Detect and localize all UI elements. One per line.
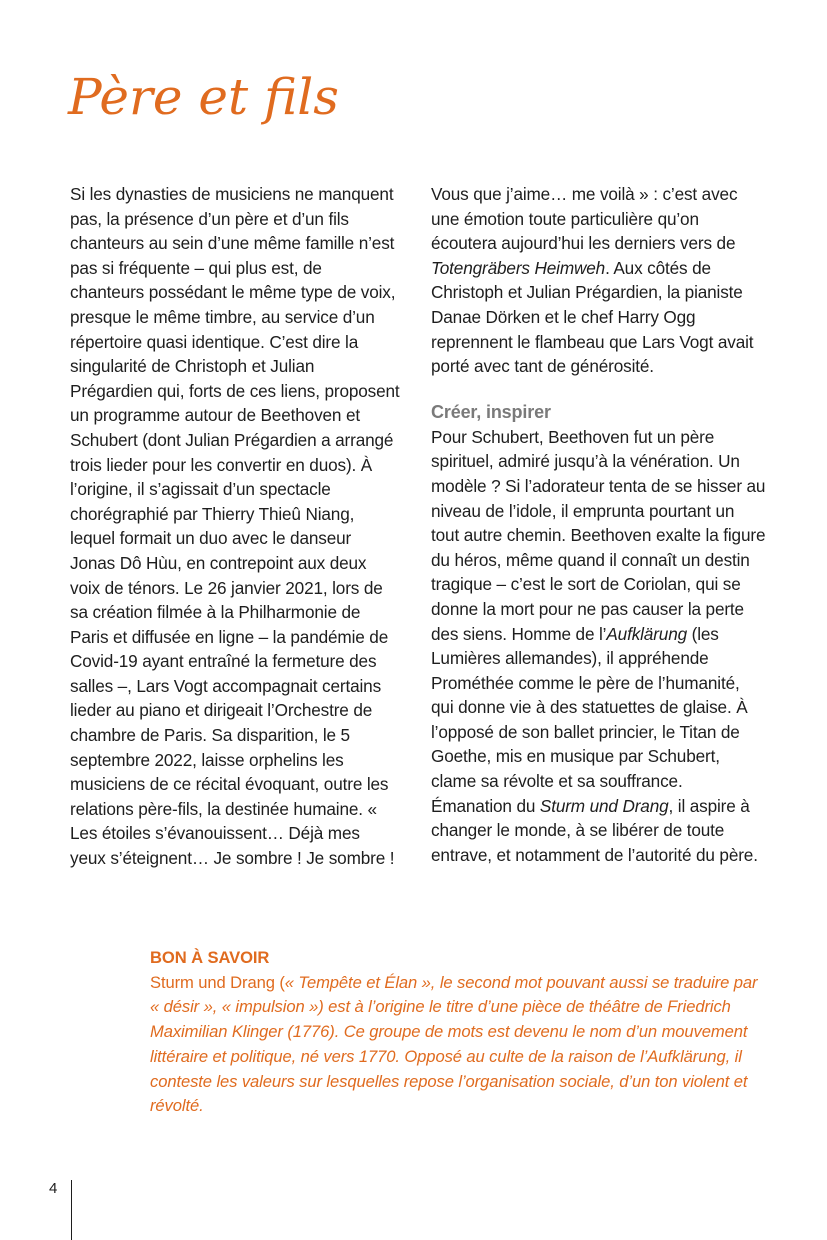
text-run: Vous que j’aime… me voilà » : c’est avec une émotion toute particulière qu’on écoutera aujourd’hui les derniers vers de bbox=[431, 184, 738, 254]
work-title: Totengräbers Heimweh bbox=[431, 257, 606, 278]
info-box bbox=[150, 946, 770, 1119]
text-run: Pour Schubert, Beethoven fut un père spirituel, admiré jusqu’à la vénération. Un modèle ? Si l’adorateur tenta de se hisser au niveau de l’idole, il emprunta pourtant un tout autre chemin. Beethoven exalte la figure du héros, même quand il connaît un destin tragique – c’est le sort de Coriolan, qui se donne la mort pour ne pas causer la perte des siens. Homme de l’ bbox=[431, 426, 766, 644]
emphasis-term: Aufklärung bbox=[606, 623, 688, 644]
body-paragraph: Si les dynasties de musiciens ne manquent pas, la présence d’un père et d’un fils chanteurs au sein d’une même famille n’est pas si fréquente – qui plus est, de chanteurs possédant le même type de voix, presque le même timbre, au service d’un répertoire quasi identique. C’est dire la singularité de Christoph et Julian Prégardien qui, forts de ces liens, proposent un programme autour de Beethoven et Schubert (dont Julian Prégardien a arrangé trois lieder pour les convertir en duos). À l’origine, il s’agissait d’un spectacle chorégraphié par Thierry Thieû Niang, lequel formait un duo avec le danseur Jonas Dô Hùu, en contrepoint aux deux voix de ténors. Le 26 janvier 2021, lors de sa création filmée à la Philharmonie de Paris et diffusée en ligne – la pandémie de Covid-19 ayant entraîné la fermeture des salles –, Lars Vogt accompagnait certains lieder au piano et dirigeait l’Orchestre de chambre de Paris. Sa disparition, le 5 septembre 2022, laisse orphelins les musiciens de ce récital évoquant, outre les relations père-fils, la destinée humaine. « Les étoiles s’évanouissent… Déjà mes yeux s’éteignent… Je sombre ! Je sombre ! bbox=[70, 184, 400, 869]
info-box-definition: « Tempête et Élan », le second mot pouvant aussi se traduire par « désir », « impulsion ») est à l’origine le titre d’une pièce de théâtre de Friedrich Maximilian Klinger (1776). Ce groupe de mots est devenu le nom d’un mouvement littéraire et politique, né vers 1770. Opposé au culte de la raison de l’Aufklärung, il conteste les valeurs sur lesquelles repose l’organisation sociale, d’un ton violent et révolté. bbox=[150, 972, 758, 1116]
left-column bbox=[70, 182, 400, 871]
text-run: , il aspire à changer le monde, à se libérer de toute entrave, et notamment de l’autorité du père. bbox=[431, 795, 758, 865]
folio-rule bbox=[71, 1180, 72, 1240]
page-title: Père et fils bbox=[68, 68, 339, 126]
text-run: . Aux côtés de Christoph et Julian Prégardien, la pianiste Danae Dörken et le chef Harry Ogg reprennent le flambeau que Lars Vogt avait porté avec tant de générosité. bbox=[431, 257, 754, 377]
info-box-title: BON À SAVOIR bbox=[150, 948, 270, 967]
page-number: 4 bbox=[49, 1180, 58, 1197]
info-box-text bbox=[150, 971, 770, 1119]
text-run: (les Lumières allemandes), il appréhende Prométhée comme le père de l’humanité, qui donne vie à des statuettes de glaise. À l’opposé de son ballet princier, le Titan de Goethe, mis en musique par Schubert, clame sa révolte et sa souffrance. Émanation du bbox=[431, 623, 748, 816]
emphasis-term: Sturm und Drang bbox=[539, 795, 669, 816]
body-paragraph bbox=[431, 425, 766, 868]
section-subheading: Créer, inspirer bbox=[431, 401, 551, 422]
info-box-lead: Sturm und Drang ( bbox=[150, 972, 285, 992]
body-paragraph bbox=[431, 182, 766, 379]
right-column bbox=[431, 182, 766, 867]
